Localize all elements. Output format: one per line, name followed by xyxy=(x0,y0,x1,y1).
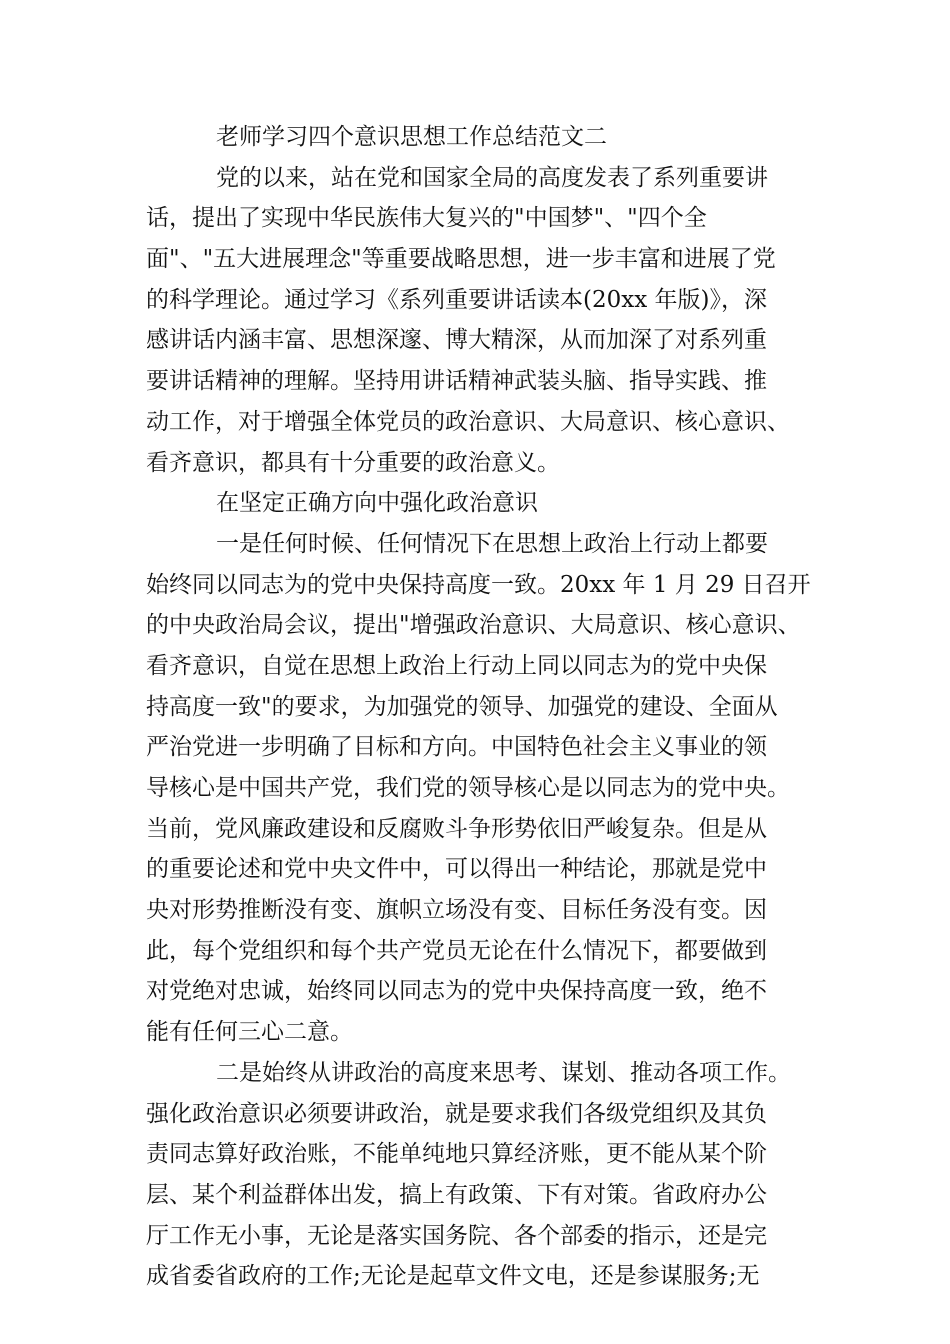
paragraph-line: 党的以来，站在党和国家全局的高度发表了系列重要讲 xyxy=(216,164,768,191)
paragraph-line: 始终同以同志为的党中央保持高度一致。20xx 年 1 月 29 日召开 xyxy=(146,571,811,598)
paragraph-line: 当前，党风廉政建设和反腐败斗争形势依旧严峻复杂。但是从 xyxy=(146,815,767,842)
paragraph-line: 强化政治意识必须要讲政治，就是要求我们各级党组织及其负 xyxy=(146,1100,767,1127)
paragraph-line: 看齐意识，自觉在思想上政治上行动上同以同志为的党中央保 xyxy=(146,652,767,679)
paragraph-line: 责同志算好政治账，不能单纯地只算经济账，更不能从某个阶 xyxy=(146,1141,767,1168)
paragraph-line: 对党绝对忠诚，始终同以同志为的党中央保持高度一致，绝不 xyxy=(146,978,767,1005)
document-body xyxy=(146,117,826,1297)
paragraph-line: 的中央政治局会议，提出"增强政治意识、大局意识、核心意识、 xyxy=(146,612,801,639)
section-heading: 在坚定正确方向中强化政治意识 xyxy=(216,490,538,517)
paragraph-line: 的科学理论。通过学习《系列重要讲话读本(20xx 年版)》，深 xyxy=(146,286,767,313)
paragraph-line: 成省委省政府的工作;无论是起草文件文电，还是参谋服务;无 xyxy=(146,1263,760,1290)
paragraph-line: 话，提出了实现中华民族伟大复兴的"中国梦"、"四个全 xyxy=(146,205,707,232)
paragraph-line: 持高度一致"的要求，为加强党的领导、加强党的建设、全面从 xyxy=(146,693,778,720)
paragraph-line: 层、某个利益群体出发，搞上有政策、下有对策。省政府办公 xyxy=(146,1181,767,1208)
paragraph-line: 要讲话精神的理解。坚持用讲话精神武装头脑、指导实践、推 xyxy=(146,368,767,395)
paragraph-line: 厅工作无小事，无论是落实国务院、各个部委的指示，还是完 xyxy=(146,1222,767,1249)
paragraph-line: 动工作，对于增强全体党员的政治意识、大局意识、核心意识、 xyxy=(146,408,790,435)
document-title: 老师学习四个意识思想工作总结范文二 xyxy=(216,124,607,150)
paragraph-line: 的重要论述和党中央文件中，可以得出一种结论，那就是党中 xyxy=(146,856,767,883)
paragraph-line: 一是任何时候、任何情况下在思想上政治上行动上都要 xyxy=(216,530,768,557)
paragraph-line: 面"、"五大进展理念"等重要战略思想，进一步丰富和进展了党 xyxy=(146,246,776,273)
paragraph-line: 导核心是中国共产党，我们党的领导核心是以同志为的党中央。 xyxy=(146,775,790,801)
paragraph-line: 此，每个党组织和每个共产党员无论在什么情况下，都要做到 xyxy=(146,937,767,964)
paragraph-line: 严治党进一步明确了目标和方向。中国特色社会主义事业的领 xyxy=(146,734,767,761)
paragraph-line: 看齐意识，都具有十分重要的政治意义。 xyxy=(146,449,560,476)
paragraph-line: 央对形势推断没有变、旗帜立场没有变、目标任务没有变。因 xyxy=(146,897,767,924)
paragraph-line: 感讲话内涵丰富、思想深邃、博大精深，从而加深了对系列重 xyxy=(146,327,767,354)
paragraph-line: 二是始终从讲政治的高度来思考、谋划、推动各项工作。 xyxy=(216,1059,791,1086)
paragraph-line: 能有任何三心二意。 xyxy=(146,1019,353,1046)
